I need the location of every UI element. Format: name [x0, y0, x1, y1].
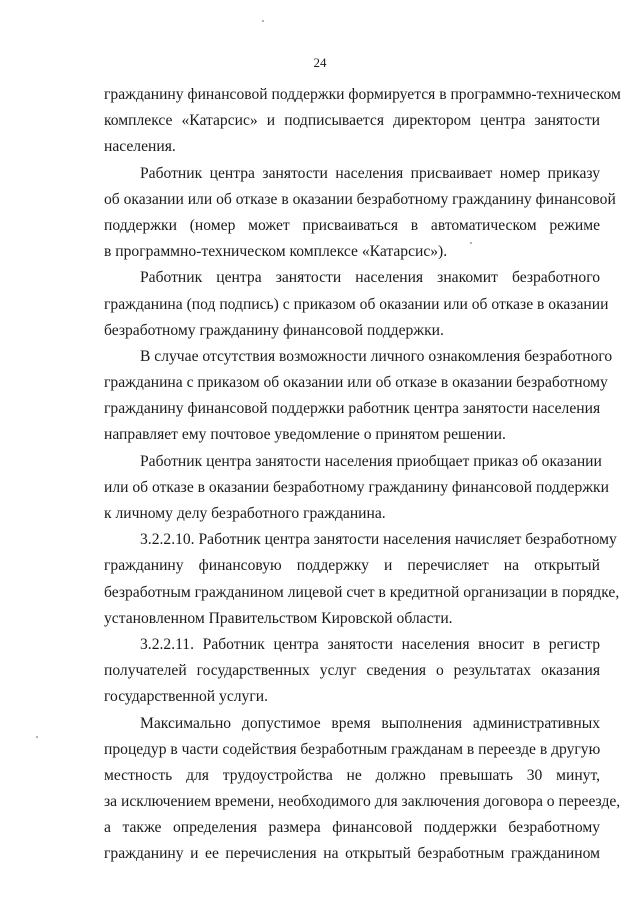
paragraph: [104, 82, 621, 161]
text-line: государственной услуги.: [104, 688, 268, 706]
text-line: комплексе «Катарсис» и подписывается директором центра занятости: [104, 112, 600, 130]
text-line: в программно-техническом комплексе «Катарсис»).: [104, 243, 448, 261]
body-text: [104, 82, 621, 868]
text-line: или об отказе в оказании безработному гражданину финансовой поддержки: [104, 478, 609, 496]
text-line: направляет ему почтовое уведомление о принятом решении.: [104, 426, 506, 444]
text-line: безработному гражданину финансовой поддержки.: [104, 321, 444, 339]
scan-speck: [36, 736, 38, 738]
text-line: а также определения размера финансовой поддержки безработному: [104, 819, 600, 837]
text-line: В случае отсутствия возможности личного ознакомления безработного: [140, 347, 613, 365]
text-line: Работник центра занятости населения приобщает приказ об оказании: [140, 452, 602, 470]
text-line: гражданина (под подпись) с приказом об оказании или об отказе в оказании: [104, 295, 609, 313]
text-line: населения.: [104, 138, 176, 156]
text-line: местность для трудоустройства не должно превышать 30 минут,: [104, 766, 600, 784]
text-line: гражданина с приказом об оказании или об отказе в оказании безработному: [104, 374, 608, 392]
text-line: 3.2.2.10. Работник центра занятости населения начисляет безработному: [140, 531, 617, 549]
text-line: процедур в части содействия безработным гражданам в переезде в другую: [104, 740, 601, 758]
text-line: гражданину и ее перечисления на открытый безработным гражданином: [104, 845, 600, 863]
text-line: Работник центра занятости населения присваивает номер приказу: [140, 164, 600, 182]
scan-speck: [262, 20, 264, 22]
scan-speck: [470, 242, 472, 244]
text-line: гражданину финансовую поддержку и перечисляет на открытый: [104, 557, 600, 575]
text-line: к личному делу безработного гражданина.: [104, 505, 386, 522]
text-line: об оказании или об отказе в оказании безработному гражданину финансовой: [104, 190, 616, 208]
text-line: Работник центра занятости населения знакомит безработного: [140, 269, 600, 287]
text-line: поддержки (номер может присваиваться в автоматическом режиме: [104, 216, 600, 234]
paragraph: [104, 632, 600, 711]
paragraph: [104, 527, 620, 632]
paragraph: [104, 344, 613, 449]
page-number: 24: [313, 55, 327, 70]
paragraph: [104, 711, 621, 868]
text-line: Максимально допустимое время выполнения административных: [140, 714, 600, 732]
text-line: безработным гражданином лицевой счет в кредитной организации в порядке,: [104, 583, 620, 601]
text-line: 3.2.2.11. Работник центра занятости населения вносит в регистр: [140, 635, 600, 653]
text-line: гражданину финансовой поддержки работник центра занятости населения: [104, 400, 601, 418]
paragraph: [104, 449, 609, 528]
paragraph: [104, 265, 609, 344]
paragraph: [104, 161, 616, 266]
text-line: установленном Правительством Кировской области.: [104, 609, 453, 627]
text-line: получателей государственных услуг сведения о результатах оказания: [104, 662, 600, 680]
text-line: за исключением времени, необходимого для заключения договора о переезде,: [104, 793, 621, 811]
text-line: гражданину финансовой поддержки формируется в программно-техническом: [104, 86, 621, 103]
